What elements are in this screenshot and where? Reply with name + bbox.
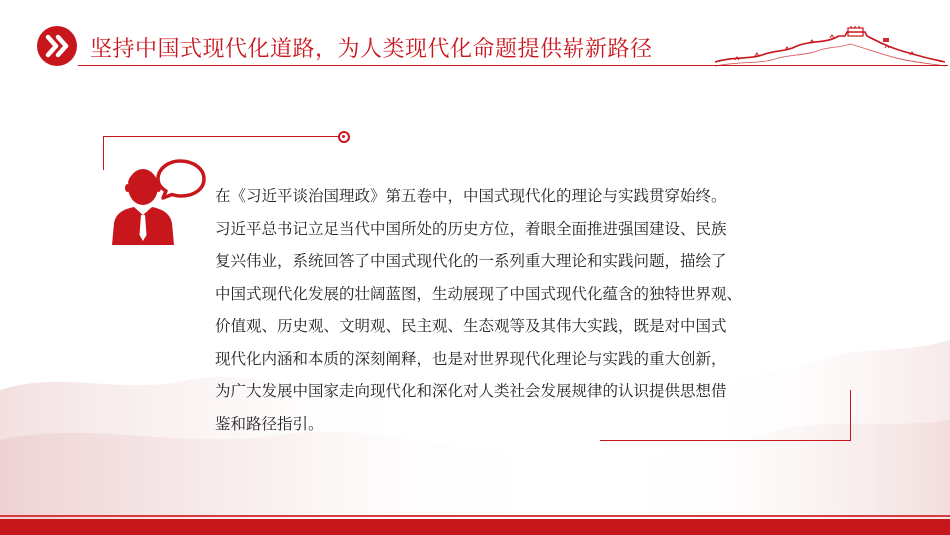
content-text — [215, 180, 825, 440]
content-line: 现代化内涵和本质的深刻阐释，也是对世界现代化理论与实践的重大创新， — [215, 349, 727, 368]
content-line: 复兴伟业，系统回答了中国式现代化的一系列重大理论和实践问题，描绘了 — [215, 252, 727, 270]
content-line: 习近平总书记立足当代中国所处的历史方位，着眼全面推进强国建设、民族 — [215, 219, 727, 238]
page-title: 坚持中国式现代化道路，为人类现代化命题提供崭新路径 — [90, 37, 653, 62]
frame-dot — [338, 131, 350, 143]
content-line: 价值观、历史观、文明观、民主观、生态观等及其伟大实践，既是对中国式 — [215, 317, 727, 335]
speaker-person-icon — [108, 157, 208, 247]
header-badge — [37, 26, 77, 66]
great-wall-icon — [715, 26, 945, 70]
content-line: 为广大发展中国家走向现代化和深化对人类社会发展规律的认识提供思想借 — [215, 382, 727, 400]
content-line: 在《习近平谈治国理政》第五卷中，中国式现代化的理论与实践贯穿始终。 — [215, 187, 727, 205]
footer-band — [0, 519, 950, 535]
content-line: 鉴和路径指引。 — [215, 414, 324, 433]
double-chevron-right-icon — [37, 26, 77, 66]
frame-left-line — [103, 136, 104, 170]
footer-thin-line — [0, 515, 950, 517]
frame-top-line — [103, 136, 341, 137]
frame-right-line — [850, 390, 851, 441]
frame-bottom-line — [600, 440, 851, 441]
content-line: 中国式现代化发展的壮阔蓝图，生动展现了中国式现代化蕴含的独特世界观、 — [215, 284, 743, 303]
